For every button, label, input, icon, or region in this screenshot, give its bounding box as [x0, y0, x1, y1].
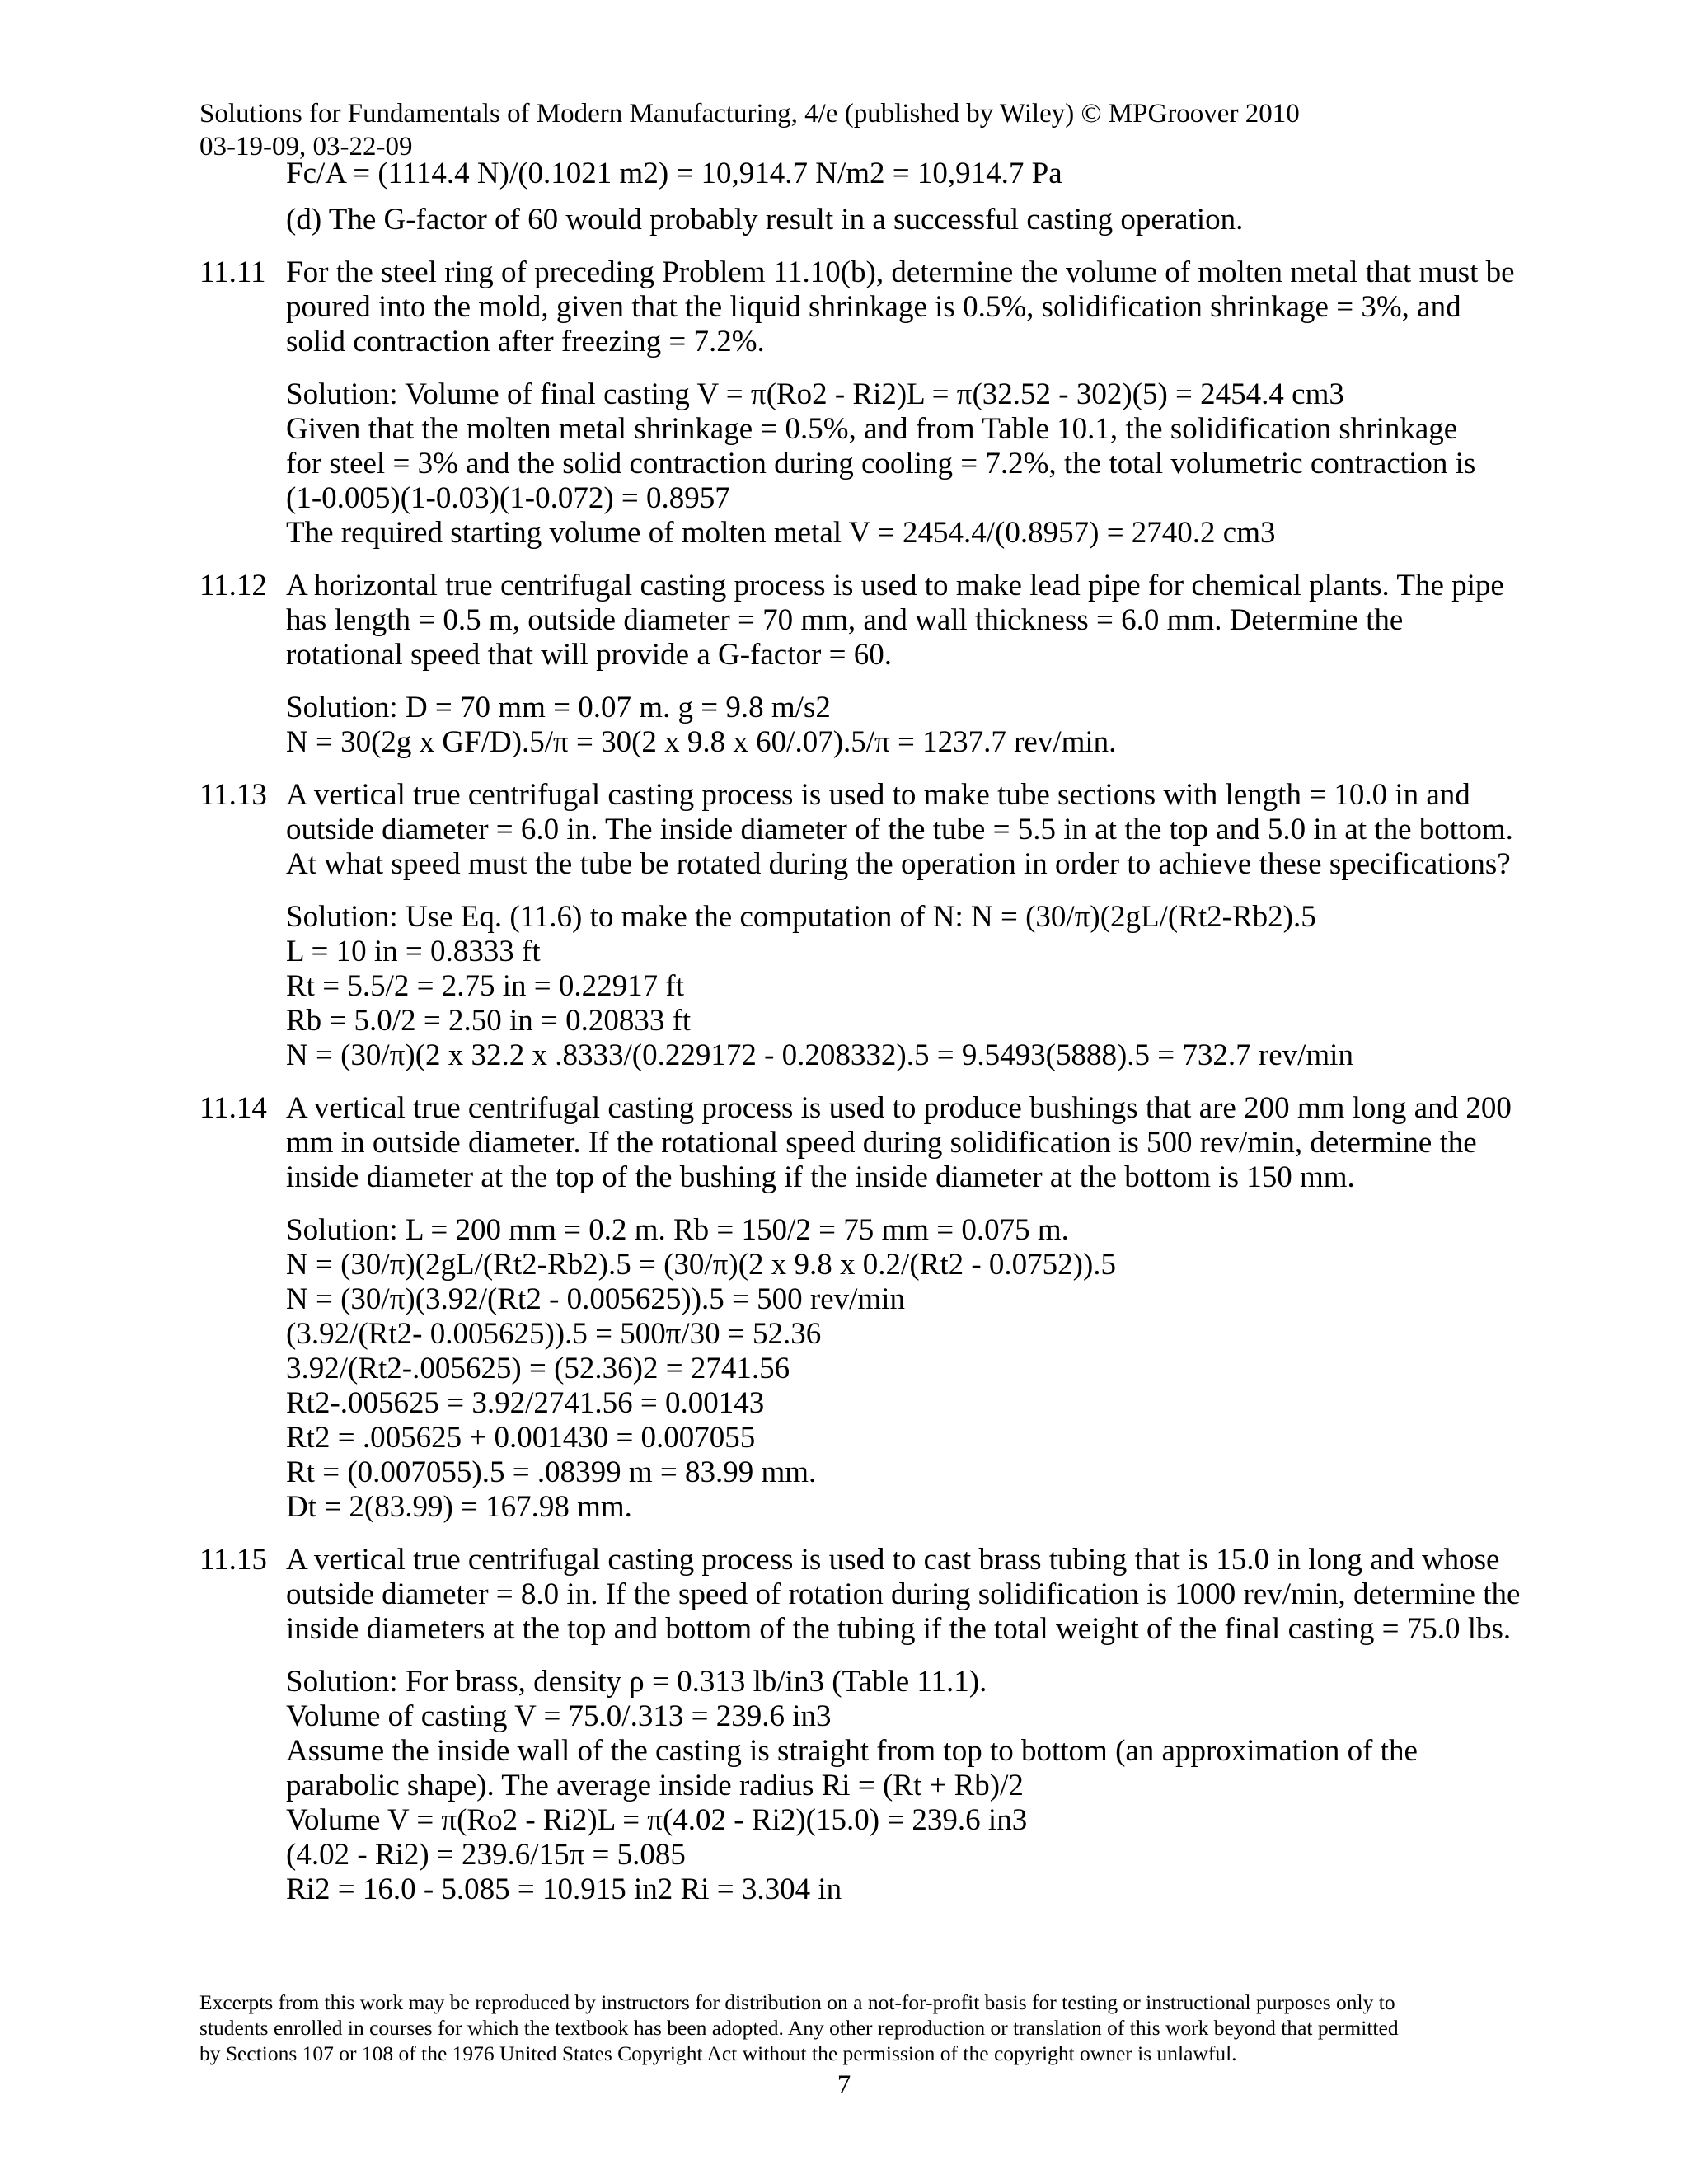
problem-statement [199, 778, 1513, 882]
solution-line: Solution: Volume of final casting V = π(Ro2 - Ri2)L = π(32.52 - 302)(5) = 2454.4 cm3 [286, 377, 1344, 411]
solution-line: N = 30(2g x GF/D).5/π = 30(2 x 9.8 x 60/.07).5/π = 1237.7 rev/min. [286, 725, 1117, 759]
statement-line: poured into the mold, given that the liquid shrinkage is 0.5%, solidification shrinkage = 3%, and [286, 290, 1461, 324]
problem-block [199, 778, 1513, 1073]
solution-line: Volume V = π(Ro2 - Ri2)L = π(4.02 - Ri2)(15.0) = 239.6 in3 [286, 1803, 1028, 1837]
problem-block [199, 255, 1515, 551]
solution-line: Volume of casting V = 75.0/.313 = 239.6 in3 [286, 1699, 832, 1733]
statement-line: inside diameter at the top of the bushing if the inside diameter at the bottom is 150 mm. [286, 1160, 1355, 1194]
solution-line: Rt2 = .005625 + 0.001430 = 0.007055 [286, 1421, 756, 1455]
solution-line: N = (30/π)(2 x 32.2 x .8333/(0.229172 - 0.208332).5 = 9.5493(5888).5 = 732.7 rev/min [286, 1038, 1353, 1072]
solution-line: Rt = (0.007055).5 = .08399 m = 83.99 mm. [286, 1455, 817, 1489]
statement-line: At what speed must the tube be rotated during the operation in order to achieve these specifications? [286, 847, 1511, 881]
solution-line: L = 10 in = 0.8333 ft [286, 935, 541, 968]
problem-statement [199, 1091, 1510, 1195]
page-header [199, 97, 1300, 163]
solution-line: 3.92/(Rt2-.005625) = (52.36)2 = 2741.56 [286, 1352, 790, 1385]
problem-block [199, 569, 1510, 760]
solution-line: for steel = 3% and the solid contraction during cooling = 7.2%, the total volumetric contraction is [286, 447, 1476, 480]
statement-line: A horizontal true centrifugal casting process is used to make lead pipe for chemical plants. The pipe [286, 569, 1504, 602]
solution-line: N = (30/π)(3.92/(Rt2 - 0.005625)).5 = 500 rev/min [286, 1282, 905, 1316]
solution-line: Solution: Use Eq. (11.6) to make the computation of N: N = (30/π)(2gL/(Rt2-Rb2).5 [286, 900, 1316, 934]
solution-block [199, 377, 1510, 551]
solution-line: (1-0.005)(1-0.03)(1-0.072) = 0.8957 [286, 481, 730, 515]
solution-line: (4.02 - Ri2) = 239.6/15π = 5.085 [286, 1838, 686, 1872]
statement-line: A vertical true centrifugal casting process is used to make tube sections with length = 10.0 in and [286, 778, 1470, 812]
solution-block [199, 1213, 1510, 1525]
solution-block [199, 1665, 1510, 1907]
statement-line: A vertical true centrifugal casting process is used to produce bushings that are 200 mm long and 200 [286, 1091, 1512, 1125]
problem-number: 11.11 [199, 255, 266, 289]
solution-line: Ri2 = 16.0 - 5.085 = 10.915 in2 Ri = 3.304 in [286, 1872, 842, 1906]
solution-line: The required starting volume of molten metal V = 2454.4/(0.8957) = 2740.2 cm3 [286, 516, 1276, 550]
solution-line: Solution: D = 70 mm = 0.07 m. g = 9.8 m/s2 [286, 691, 831, 724]
statement-line: mm in outside diameter. If the rotational speed during solidification is 500 rev/min, determine the [286, 1126, 1477, 1160]
solution-line: Solution: L = 200 mm = 0.2 m. Rb = 150/2 = 75 mm = 0.075 m. [286, 1213, 1069, 1247]
page-number: 7 [837, 2070, 851, 2100]
solution-line: Assume the inside wall of the casting is straight from top to bottom (an approximation of the [286, 1734, 1418, 1768]
solution-line: Dt = 2(83.99) = 167.98 mm. [286, 1490, 632, 1524]
solution-line: Solution: For brass, density ρ = 0.313 lb/in3 (Table 11.1). [286, 1665, 987, 1699]
solution-line: (3.92/(Rt2- 0.005625)).5 = 500π/30 = 52.36 [286, 1317, 822, 1351]
statement-line: has length = 0.5 m, outside diameter = 70 mm, and wall thickness = 6.0 mm. Determine the [286, 603, 1404, 637]
solution-line: Rt2-.005625 = 3.92/2741.56 = 0.00143 [286, 1386, 765, 1420]
statement-line: outside diameter = 6.0 in. The inside diameter of the tube = 5.5 in at the top and 5.0 in at the bottom. [286, 813, 1513, 846]
continued-result-line: Fc/A = (1114.4 N)/(0.1021 m2) = 10,914.7 N/m2 = 10,914.7 Pa [286, 157, 1062, 190]
problem-number: 11.12 [199, 569, 267, 602]
statement-line: inside diameters at the top and bottom of the tubing if the total weight of the final casting = 75.0 lbs. [286, 1612, 1512, 1646]
solution-line: Given that the molten metal shrinkage = 0.5%, and from Table 10.1, the solidification shrinkage [286, 412, 1458, 446]
solution-line: Rt = 5.5/2 = 2.75 in = 0.22917 ft [286, 969, 684, 1003]
problem-block [199, 1091, 1510, 1525]
problem-number: 11.13 [199, 778, 267, 812]
header-line-1: Solutions for Fundamentals of Modern Manufacturing, 4/e (published by Wiley) © MPGroover 2010 [199, 99, 1300, 129]
problem-number: 11.15 [199, 1543, 267, 1577]
statement-line: rotational speed that will provide a G-factor = 60. [286, 638, 892, 672]
problem-number: 11.14 [199, 1091, 267, 1125]
statement-line: A vertical true centrifugal casting process is used to cast brass tubing that is 15.0 in long and whose [286, 1543, 1500, 1577]
solution-block [199, 691, 1510, 760]
problem-statement [199, 255, 1515, 359]
header-line-2: 03-19-09, 03-22-09 [199, 132, 413, 162]
continued-conclusion-line: (d) The G-factor of 60 would probably result in a successful casting operation. [286, 203, 1244, 237]
problem-block [199, 1543, 1521, 1907]
problem-statement [199, 1543, 1521, 1647]
solution-line: Rb = 5.0/2 = 2.50 in = 0.20833 ft [286, 1004, 692, 1038]
footer-line-3: by Sections 107 or 108 of the 1976 United States Copyright Act without the permission of the copyright owner is unlawful. [199, 2041, 1237, 2065]
statement-line: For the steel ring of preceding Problem 11.10(b), determine the volume of molten metal that must be [286, 255, 1515, 289]
page-content [199, 157, 1521, 1907]
footer-line-2: students enrolled in courses for which the textbook has been adopted. Any other reproduction or translation of this work beyond that permitted [199, 2016, 1399, 2040]
copyright-footer [199, 1990, 1502, 2066]
statement-line: outside diameter = 8.0 in. If the speed of rotation during solidification is 1000 rev/min, determine the [286, 1577, 1521, 1611]
problem-statement [199, 569, 1510, 673]
statement-line: solid contraction after freezing = 7.2%. [286, 325, 765, 359]
solution-line: parabolic shape). The average inside radius Ri = (Rt + Rb)/2 [286, 1769, 1024, 1802]
solution-line: N = (30/π)(2gL/(Rt2-Rb2).5 = (30/π)(2 x 9.8 x 0.2/(Rt2 - 0.0752)).5 [286, 1248, 1117, 1282]
problem-list [199, 255, 1521, 1907]
footer-line-1: Excerpts from this work may be reproduced by instructors for distribution on a not-for-profit basis for testing or instructional purposes only to [199, 1990, 1395, 2014]
solution-block [199, 900, 1510, 1073]
